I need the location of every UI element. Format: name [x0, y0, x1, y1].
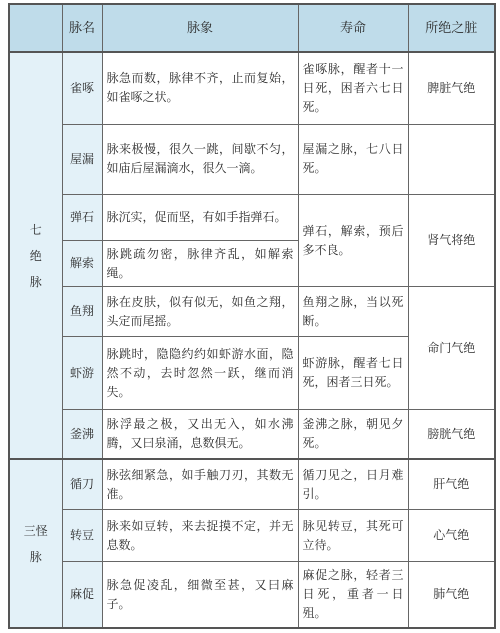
header-image: 脉象	[102, 4, 298, 52]
table-row	[9, 124, 495, 194]
pulse-image: 脉浮最之极，又出无入，如水沸腾，又曰泉涌，息数俱无。	[102, 409, 298, 459]
pulse-name	[62, 52, 102, 124]
pulse-name	[62, 124, 102, 194]
pulse-organ: 命门气绝	[408, 287, 495, 409]
pulse-organ: 肺气绝	[408, 562, 495, 628]
pulse-image: 脉急促凌乱，细微至甚，又曰麻子。	[102, 562, 298, 628]
pulse-life: 循刀见之，日月难引。	[298, 459, 408, 509]
pulse-name-text: 解索	[69, 256, 94, 271]
group-label-seven-text: 七绝脉	[29, 222, 42, 289]
table-row	[9, 409, 495, 459]
pulse-name	[62, 337, 102, 409]
header-name	[62, 4, 102, 52]
pulse-life: 屋漏之脉，七八日死。	[298, 124, 408, 194]
pulse-organ: 心气绝	[408, 510, 495, 562]
pulse-image: 脉弦细紧急，如手触刀刃，其数无准。	[102, 459, 298, 509]
pulse-image: 脉来极慢，很久一跳，间歇不匀，如庙后屋漏滴水，很久一滴。	[102, 124, 298, 194]
pulse-organ: 膀胱气绝	[408, 409, 495, 459]
pulse-name-text: 釜沸	[69, 426, 94, 441]
pulse-organ	[408, 124, 495, 194]
pulse-name	[62, 409, 102, 459]
group-label-three	[9, 459, 62, 628]
pulse-image: 脉跳时，隐隐约约如虾游水面，隐然不动，去时忽然一跃，继而消失。	[102, 337, 298, 409]
pulse-life: 脉见转豆，其死可立待。	[298, 510, 408, 562]
pulse-image: 脉跳疏勿密，脉律齐乱，如解索绳。	[102, 241, 298, 287]
pulse-life: 釜沸之脉，朝见夕死。	[298, 409, 408, 459]
header-life: 寿命	[298, 4, 408, 52]
table-row	[9, 459, 495, 509]
pulse-image: 脉来如豆转，来去捉摸不定，并无息数。	[102, 510, 298, 562]
pulse-life: 鱼翔之脉，当以死断。	[298, 287, 408, 337]
pulse-organ: 肾气将绝	[408, 194, 495, 286]
group-label-three-text: 三怪脉	[23, 523, 48, 564]
pulse-life: 虾游脉，醒者七日死，困者三日死。	[298, 337, 408, 409]
pulse-name-text: 弹石	[69, 210, 94, 225]
pulse-life: 雀啄脉，醒者十一日死，困者六七日死。	[298, 52, 408, 124]
pulse-name	[62, 562, 102, 628]
pulse-name-text: 转豆	[69, 528, 94, 543]
header-organ: 所绝之脏	[408, 4, 495, 52]
group-label-seven	[9, 52, 62, 459]
pulse-name-text: 鱼翔	[69, 304, 94, 319]
pulse-name	[62, 194, 102, 240]
table-row	[9, 194, 495, 240]
pulse-table	[8, 3, 496, 629]
pulse-image: 脉急而数，脉律不齐，止而复始，如雀啄之状。	[102, 52, 298, 124]
pulse-name-text: 虾游	[69, 365, 94, 380]
table-row	[9, 287, 495, 337]
pulse-life: 弹石，解索，预后多不良。	[298, 194, 408, 286]
pulse-image: 脉沉实，促而坚，有如手指弹石。	[102, 194, 298, 240]
pulse-image: 脉在皮肤，似有似无，如鱼之翔，头定而尾摇。	[102, 287, 298, 337]
table-row	[9, 510, 495, 562]
pulse-life: 麻促之脉，轻者三日死，重者一日殂。	[298, 562, 408, 628]
table-row	[9, 52, 495, 124]
pulse-organ: 脾脏气绝	[408, 52, 495, 124]
pulse-name	[62, 287, 102, 337]
pulse-name-text: 屋漏	[69, 151, 94, 166]
pulse-name	[62, 459, 102, 509]
table-row	[9, 562, 495, 628]
pulse-name	[62, 241, 102, 287]
header-name-text: 脉名	[68, 20, 95, 36]
pulse-name-text: 雀啄	[69, 80, 94, 95]
pulse-name-text: 循刀	[69, 477, 94, 492]
pulse-organ: 肝气绝	[408, 459, 495, 509]
pulse-name-text: 麻促	[69, 587, 94, 602]
header-row	[9, 4, 495, 52]
header-category	[9, 4, 62, 52]
pulse-name	[62, 510, 102, 562]
